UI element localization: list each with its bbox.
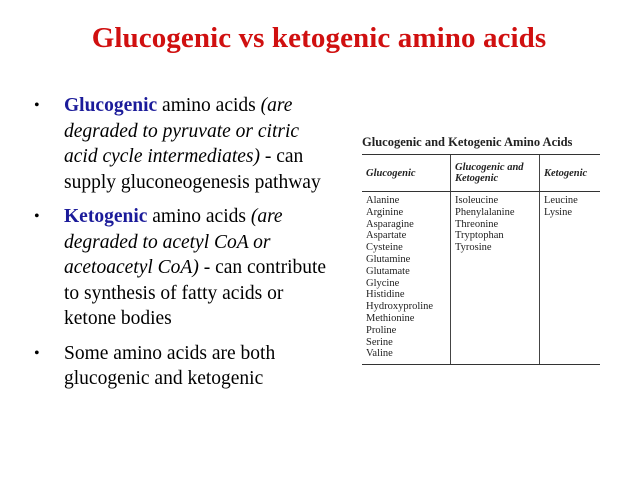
bullet-dot-icon: • xyxy=(34,97,40,114)
column-ketogenic xyxy=(540,192,601,365)
list-item: Tryptophan xyxy=(455,230,504,242)
list-item: Proline xyxy=(366,324,397,336)
list-item: Glutamine xyxy=(366,253,411,265)
bullet-text: Some amino acids are both glucogenic and ketogenic xyxy=(64,342,276,389)
amino-acid-table xyxy=(362,154,600,365)
list-item: Glutamate xyxy=(366,265,410,277)
term-ketogenic: Ketogenic xyxy=(64,206,148,227)
list-item: Lysine xyxy=(544,206,572,218)
header-both: Glucogenic and Ketogenic xyxy=(451,155,540,192)
term-glucogenic: Glucogenic xyxy=(64,95,158,116)
list-item: Cysteine xyxy=(366,242,403,254)
bullet-text: - can contribute to synthesis of fatty acids or ketone bodies xyxy=(64,257,327,329)
list-item: Valine xyxy=(366,348,393,360)
list-item: Arginine xyxy=(366,206,404,218)
bullet-dot-icon: • xyxy=(34,208,40,225)
table-row xyxy=(362,192,600,365)
header-glucogenic: Glucogenic xyxy=(362,155,451,192)
bullet-text: amino acids xyxy=(147,206,251,227)
list-item: Asparagine xyxy=(366,218,414,230)
list-item: Histidine xyxy=(366,289,405,301)
bullet-text: - can supply gluconeogenesis pathway xyxy=(64,146,321,193)
list-item: Tyrosine xyxy=(455,242,492,254)
list-item: Serine xyxy=(366,336,393,348)
bullet-glucogenic xyxy=(34,93,334,195)
bullet-list xyxy=(34,93,334,401)
list-item: Hydroxyproline xyxy=(366,301,434,313)
list-item: Isoleucine xyxy=(455,195,499,206)
list-item: Alanine xyxy=(366,195,400,206)
slide-title: Glucogenic vs ketogenic amino acids xyxy=(91,22,547,54)
list-item: Leucine xyxy=(544,195,578,206)
column-both xyxy=(451,192,540,365)
column-glucogenic xyxy=(362,192,451,365)
amino-acid-table-figure xyxy=(362,135,600,365)
list-item: Aspartate xyxy=(366,230,407,242)
list-item: Threonine xyxy=(455,218,499,230)
bullet-text: amino acids xyxy=(157,95,256,116)
list-item: Phenylalanine xyxy=(455,206,515,218)
bullet-dot-icon: • xyxy=(34,344,40,362)
table-title: Glucogenic and Ketogenic Amino Acids xyxy=(362,135,573,149)
bullet-both xyxy=(34,341,334,392)
list-item: Glycine xyxy=(366,277,400,289)
table-header-row xyxy=(362,155,600,192)
header-ketogenic: Ketogenic xyxy=(540,155,601,192)
bullet-ketogenic xyxy=(34,204,334,332)
list-item: Methionine xyxy=(366,312,415,324)
bullet-italic-note: (are degraded to acetyl CoA or acetoacetyl CoA) xyxy=(64,206,283,278)
bullet-italic-note: (are degraded to pyruvate or citric acid cycle intermediates) xyxy=(64,95,300,167)
